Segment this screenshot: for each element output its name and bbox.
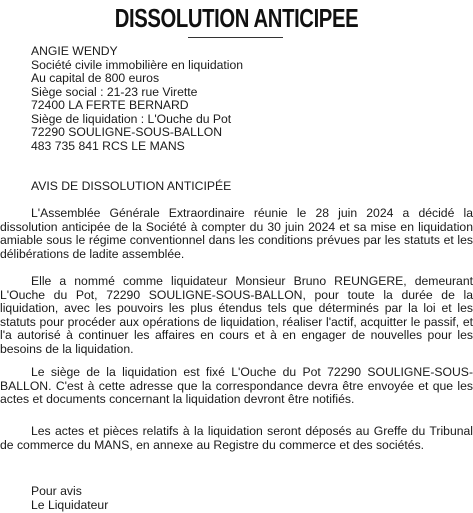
paragraph-text: Les actes et pièces relatifs à la liquidation seront déposés au Greffe du Tribunal de commerce du MANS, en annexe au Registre du commerce et des sociétés. [0, 424, 473, 452]
notice-heading: AVIS DE DISSOLUTION ANTICIPÉE [31, 179, 232, 193]
paragraph-text: Le siège de la liquidation est fixé L'Ouche du Pot 72290 SOULIGNE-SOUS-BALLON. C'est à cette adresse que la correspondance devra être envoyée et que les actes et documents concernant la liquidation devront être notifiés. [0, 365, 473, 406]
closing-signature [31, 485, 108, 512]
closing-pour-avis: Pour avis [31, 484, 82, 498]
paragraph-text: Elle a nommé comme liquidateur Monsieur Bruno REUNGERE, demeurant L'Ouche du Pot, 72290 SOULIGNE-SOUS-BALLON, pour toute la durée de la liquidation, avec les pouvoirs les plus étendus tels que déterminés par la loi et les statuts pour procéder aux opérations de liquidation, réaliser l'actif, acquitter le passif, et l'a autorisé à continuer les affaires en cours et à en engager de nouvelles pour les besoins de la liquidation. [0, 274, 473, 356]
paragraph-dissolution [0, 207, 473, 261]
paragraph-text: L'Assemblée Générale Extraordinaire réunie le 28 juin 2024 a décidé la dissolution anticipée de la Société à compter du 30 juin 2024 et sa mise en liquidation amiable sous le régime conventionnel dans les conditions prévues par les statuts et les délibérations de ladite assemblée. [0, 206, 473, 261]
closing-signatory: Le Liquidateur [31, 497, 109, 512]
liquidation-office: Siège de liquidation : L'Ouche du Pot [31, 111, 232, 126]
paragraph-filing [0, 425, 473, 452]
company-capital: Au capital de 800 euros [31, 71, 160, 85]
registered-office-city: 72400 LA FERTE BERNARD [31, 98, 189, 112]
company-form: Société civile immobilière en liquidation [31, 57, 244, 72]
company-address-block [31, 45, 243, 153]
liquidation-office-city: 72290 SOULIGNE-SOUS-BALLON [31, 125, 223, 139]
notice-title: DISSOLUTION ANTICIPEE [114, 3, 359, 33]
company-name: ANGIE WENDY [31, 44, 118, 58]
paragraph-liquidator [0, 275, 473, 356]
rcs-number: 483 735 841 RCS LE MANS [31, 138, 185, 153]
title-underline [188, 37, 283, 38]
paragraph-liquidation-seat [0, 366, 473, 407]
registered-office: Siège social : 21-23 rue Virette [31, 84, 198, 99]
